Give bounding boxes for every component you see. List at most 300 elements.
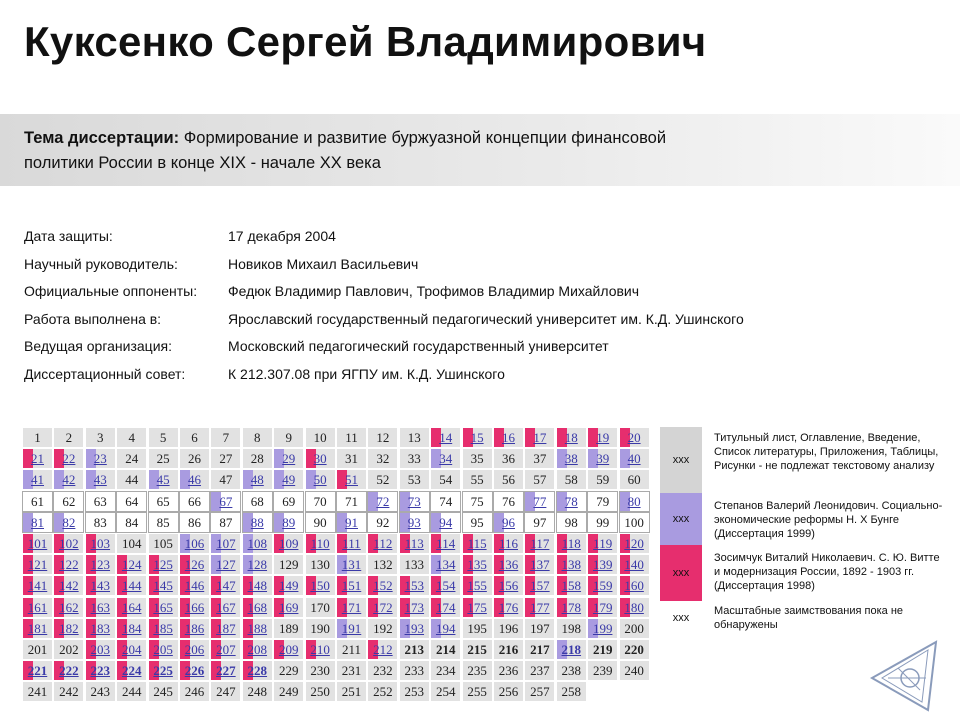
info-value: Московский педагогический государственный университет [228,338,609,354]
page-number: 25 [156,451,170,467]
page-cell-216 [493,639,524,660]
page-cell-44 [116,469,147,490]
page-number: 228 [247,663,268,679]
page-number: 105 [153,536,173,551]
page-number: 90 [313,514,327,530]
page-cell-19[interactable] [587,427,618,448]
page-cell-149[interactable] [273,575,304,596]
page-cell-35 [462,448,493,469]
page-number: 85 [156,514,170,530]
page-cell-23[interactable] [85,448,116,469]
page-cell-89[interactable] [273,512,304,533]
page-cell-50[interactable] [305,469,336,490]
page-cell-83 [85,512,116,533]
page-number: 182 [59,620,79,636]
page-number: 174 [435,599,456,615]
page-cell-157[interactable] [524,575,555,596]
page-cell-231 [336,660,367,681]
page-number: 153 [404,578,425,594]
page-cell-42[interactable] [53,469,84,490]
page-number: 8 [254,430,261,445]
page-cell-34[interactable] [430,448,461,469]
page-cell-111[interactable] [336,533,367,554]
page-cell-124[interactable] [116,554,147,575]
page-number: 18 [564,430,578,445]
page-cell-1 [22,427,53,448]
page-number: 77 [533,493,547,509]
legend-swatch-excluded: xxx [660,427,702,493]
page-number: 115 [467,536,487,551]
page-cell-171[interactable] [336,597,367,618]
page-cell-226[interactable] [179,660,210,681]
page-cell-249 [273,681,304,702]
page-cell-106[interactable] [179,533,210,554]
page-cell-116[interactable] [493,533,524,554]
page-cell-118[interactable] [556,533,587,554]
page-cell-121[interactable] [22,554,53,575]
page-cell-152[interactable] [367,575,398,596]
page-cell-194[interactable] [430,618,461,639]
page-cell-242 [53,681,84,702]
page-cell-43[interactable] [85,469,116,490]
page-cell-167[interactable] [210,597,241,618]
page-number: 103 [90,536,111,551]
page-cell-5 [148,427,179,448]
page-number: 250 [310,684,330,700]
page-number: 14 [439,430,453,445]
page-cell-172[interactable] [367,597,398,618]
page-number: 88 [250,514,264,530]
page-number: 234 [435,663,456,679]
page-cell-191[interactable] [336,618,367,639]
page-cell-88[interactable] [242,512,273,533]
page-cell-129 [273,554,304,575]
page-cell-39[interactable] [587,448,618,469]
page-number: 140 [624,557,644,573]
page-cell-192 [367,618,398,639]
page-cell-67[interactable] [210,491,241,512]
page-cell-127[interactable] [210,554,241,575]
page-cell-197 [524,618,555,639]
page-cell-92 [367,512,398,533]
page-cell-144[interactable] [116,575,147,596]
page-cell-4 [116,427,147,448]
page-cell-120[interactable] [619,533,650,554]
page-number: 49 [282,472,296,488]
page-cell-153[interactable] [399,575,430,596]
page-number: 13 [407,430,421,445]
page-number: 180 [624,599,644,615]
page-number: 189 [278,620,299,636]
page-number: 52 [376,472,390,488]
page-cell-101[interactable] [22,533,53,554]
page-cell-178[interactable] [556,597,587,618]
page-cell-117[interactable] [524,533,555,554]
page-cell-213 [399,639,430,660]
page-cell-17[interactable] [524,427,555,448]
page-cell-119[interactable] [587,533,618,554]
page-cell-180[interactable] [619,597,650,618]
page-cell-166[interactable] [179,597,210,618]
page-cell-143[interactable] [85,575,116,596]
page-cell-41[interactable] [22,469,53,490]
page-cell-193[interactable] [399,618,430,639]
page-number: 127 [216,557,236,573]
page-number: 163 [90,599,111,615]
page-number: 209 [278,642,299,657]
page-cell-115[interactable] [462,533,493,554]
page-number: 68 [250,493,264,509]
page-cell-103[interactable] [85,533,116,554]
dissertation-topic-banner [0,114,960,186]
page-number: 178 [561,599,582,615]
page-number: 113 [404,536,424,551]
page-cell-169[interactable] [273,597,304,618]
page-cell-241 [22,681,53,702]
page-cell-24 [116,448,147,469]
page-cell-206[interactable] [179,639,210,660]
page-number: 108 [247,536,268,551]
page-number: 134 [435,557,456,573]
topic-text: Формирование и развитие буржуазной концепции финансовой политики России в конце XIX - начале XX века [24,129,667,172]
page-cell-2 [53,427,84,448]
page-number: 21 [31,451,44,467]
page-number: 35 [470,451,484,467]
page-cell-72[interactable] [367,491,398,512]
page-cell-146[interactable] [179,575,210,596]
page-number: 238 [561,663,582,679]
page-cell-135[interactable] [462,554,493,575]
page-cell-202 [53,639,84,660]
page-cell-158[interactable] [556,575,587,596]
page-cell-51[interactable] [336,469,367,490]
page-number: 191 [341,620,362,636]
page-number: 237 [530,663,550,679]
page-number: 38 [564,451,578,467]
page-number: 150 [310,578,330,594]
page-cell-131[interactable] [336,554,367,575]
page-cell-225[interactable] [148,660,179,681]
page-cell-81[interactable] [22,512,53,533]
page-cell-94[interactable] [430,512,461,533]
page-cell-190 [305,618,336,639]
page-number: 96 [502,514,515,530]
page-number: 97 [533,514,547,530]
page-number: 240 [624,663,644,679]
page-cell-125[interactable] [148,554,179,575]
page-number: 5 [159,430,167,445]
page-number: 257 [530,684,550,700]
page-cell-84 [116,512,147,533]
page-number: 181 [27,620,48,636]
page-number: 143 [90,578,111,594]
page-cell-159[interactable] [587,575,618,596]
page-cell-174[interactable] [430,597,461,618]
page-cell-29[interactable] [273,448,304,469]
page-cell-14[interactable] [430,427,461,448]
page-cell-185[interactable] [148,618,179,639]
page-cell-45[interactable] [148,469,179,490]
page-cell-183[interactable] [85,618,116,639]
page-cell-229 [273,660,304,681]
page-cell-163[interactable] [85,597,116,618]
page-cell-224[interactable] [116,660,147,681]
page-number: 27 [219,451,233,467]
page-cell-160[interactable] [619,575,650,596]
page-number: 74 [439,493,453,509]
page-cell-184[interactable] [116,618,147,639]
page-cell-107[interactable] [210,533,241,554]
page-cell-10 [305,427,336,448]
page-cell-68 [242,491,273,512]
page-cell-154[interactable] [430,575,461,596]
page-number: 54 [439,472,453,488]
page-cell-128[interactable] [242,554,273,575]
page-cell-209[interactable] [273,639,304,660]
page-number: 125 [153,557,173,573]
page-number: 102 [59,536,79,551]
page-cell-210[interactable] [305,639,336,660]
page-cell-134[interactable] [430,554,461,575]
page-cell-110[interactable] [305,533,336,554]
page-number: 47 [219,472,233,488]
page-cell-112[interactable] [367,533,398,554]
page-number: 75 [470,493,484,509]
page-cell-198 [556,618,587,639]
page-cell-142[interactable] [53,575,84,596]
page-cell-25 [148,448,179,469]
page-cell-205[interactable] [148,639,179,660]
page-number: 130 [310,557,330,573]
page-cell-55 [462,469,493,490]
page-number: 46 [188,472,201,488]
legend-text-excluded: Титульный лист, Оглавление, Введение, Список литературы, Приложения, Таблицы, Рисунки - не подлежат текстовому анализу [714,432,939,472]
page-number: 45 [156,472,170,488]
page-number: 192 [373,620,393,636]
page-cell-22[interactable] [53,448,84,469]
page-number: 100 [624,514,644,530]
page-cell-40[interactable] [619,448,650,469]
page-number: 144 [121,578,142,594]
page-cell-182[interactable] [53,618,84,639]
page-cell-82[interactable] [53,512,84,533]
page-cell-255 [462,681,493,702]
info-value: Ярославский государственный педагогический университет им. К.Д. Ушинского [228,310,744,327]
page-number: 196 [498,620,519,636]
page-cell-108[interactable] [242,533,273,554]
page-cell-58 [556,469,587,490]
page-number: 218 [561,642,582,657]
page-number: 137 [530,557,550,573]
page-cell-73[interactable] [399,491,430,512]
page-number: 81 [31,514,44,530]
page-number: 3 [97,430,104,445]
page-cell-221[interactable] [22,660,53,681]
page-cell-80[interactable] [619,491,650,512]
page-cell-207[interactable] [210,639,241,660]
page-number: 154 [435,578,456,594]
page-cell-233 [399,660,430,681]
page-cell-177[interactable] [524,597,555,618]
page-number: 203 [90,642,111,657]
page-cell-150[interactable] [305,575,336,596]
page-number: 48 [250,472,264,488]
info-row-supervisor [24,256,744,284]
page-cell-87 [210,512,241,533]
page-number: 1 [34,430,41,445]
page-cell-148[interactable] [242,575,273,596]
page-cell-126[interactable] [179,554,210,575]
info-key: Научный руководитель: [24,255,178,272]
page-cell-199[interactable] [587,618,618,639]
page-cell-227[interactable] [210,660,241,681]
page-cell-18[interactable] [556,427,587,448]
page-cell-239 [587,660,618,681]
page-number: 223 [90,663,111,679]
info-key: Работа выполнена в: [24,310,162,327]
page-cell-203[interactable] [85,639,116,660]
page-number: 229 [278,663,299,679]
page-cell-113[interactable] [399,533,430,554]
page-cell-30[interactable] [305,448,336,469]
page-cell-235 [462,660,493,681]
page-number: 28 [250,451,264,467]
page-cell-93[interactable] [399,512,430,533]
page-number: 62 [62,493,76,509]
page-cell-138[interactable] [556,554,587,575]
page-cell-15[interactable] [462,427,493,448]
page-cell-155[interactable] [462,575,493,596]
page-number: 107 [216,536,236,551]
page-cell-187[interactable] [210,618,241,639]
page-cell-170 [305,597,336,618]
page-cell-151[interactable] [336,575,367,596]
page-cell-96[interactable] [493,512,524,533]
page-cell-156[interactable] [493,575,524,596]
page-number: 183 [90,620,111,636]
page-cell-212[interactable] [367,639,398,660]
page-cell-13 [399,427,430,448]
page-cell-48[interactable] [242,469,273,490]
page-cell-140[interactable] [619,554,650,575]
page-cell-77[interactable] [524,491,555,512]
page-cell-130 [305,554,336,575]
page-cell-222[interactable] [53,660,84,681]
page-number: 164 [121,599,142,615]
page-cell-228[interactable] [242,660,273,681]
page-cell-186[interactable] [179,618,210,639]
page-cell-147[interactable] [210,575,241,596]
page-cell-204[interactable] [116,639,147,660]
page-cell-11 [336,427,367,448]
page-cell-175[interactable] [462,597,493,618]
page-number: 206 [184,642,205,657]
page-cell-54 [430,469,461,490]
page-cell-109[interactable] [273,533,304,554]
legend-swatch-pink: xxx [660,545,702,601]
page-number: 36 [502,451,515,467]
page-number: 167 [216,599,236,615]
page-cell-181[interactable] [22,618,53,639]
page-cell-145[interactable] [148,575,179,596]
page-cell-114[interactable] [430,533,461,554]
page-cell-173[interactable] [399,597,430,618]
legend-text-none: Масштабные заимствования пока не обнаружены [714,605,904,631]
page-cell-16[interactable] [493,427,524,448]
page-title: Куксенко Сергей Владимирович [24,18,707,65]
page-cell-47 [210,469,241,490]
page-cell-162[interactable] [53,597,84,618]
page-cell-189 [273,618,304,639]
page-number: 83 [93,514,107,530]
page-number: 51 [345,472,358,488]
info-row-defense-date [24,228,744,256]
page-number: 15 [470,430,484,445]
page-cell-168[interactable] [242,597,273,618]
page-cell-91[interactable] [336,512,367,533]
page-cell-164[interactable] [116,597,147,618]
page-cell-248 [242,681,273,702]
page-cell-214 [430,639,461,660]
page-cell-102[interactable] [53,533,84,554]
page-cell-237 [524,660,555,681]
page-number: 7 [222,430,230,445]
page-cell-136[interactable] [493,554,524,575]
page-number: 145 [153,578,173,594]
page-cell-21[interactable] [22,448,53,469]
page-number: 147 [216,578,236,594]
page-cell-165[interactable] [148,597,179,618]
page-cell-137[interactable] [524,554,555,575]
page-cell-161[interactable] [22,597,53,618]
page-cell-139[interactable] [587,554,618,575]
page-cell-141[interactable] [22,575,53,596]
page-cell-74 [430,491,461,512]
page-number: 78 [564,493,578,509]
page-cell-223[interactable] [85,660,116,681]
page-number: 121 [27,557,48,573]
page-number: 24 [125,451,139,467]
info-value: Новиков Михаил Васильевич [228,255,419,272]
page-number: 201 [27,642,48,657]
page-number: 256 [498,684,519,700]
page-cell-122[interactable] [53,554,84,575]
page-cell-208[interactable] [242,639,273,660]
page-number: 233 [404,663,425,679]
page-cell-49[interactable] [273,469,304,490]
page-cell-218[interactable] [556,639,587,660]
page-cell-46[interactable] [179,469,210,490]
page-number: 138 [561,557,582,573]
page-number: 118 [561,536,581,551]
page-cell-20[interactable] [619,427,650,448]
logo-seal-icon [868,638,940,714]
info-row-leading-org [24,338,744,366]
page-cell-176[interactable] [493,597,524,618]
page-cell-60 [619,469,650,490]
page-cell-123[interactable] [85,554,116,575]
page-number: 58 [564,472,578,488]
page-cell-78[interactable] [556,491,587,512]
page-cell-253 [399,681,430,702]
page-number: 123 [90,557,111,573]
page-cell-232 [367,660,398,681]
page-number: 89 [282,514,296,530]
page-cell-188[interactable] [242,618,273,639]
page-cell-38[interactable] [556,448,587,469]
page-cell-179[interactable] [587,597,618,618]
page-number: 70 [313,493,327,509]
